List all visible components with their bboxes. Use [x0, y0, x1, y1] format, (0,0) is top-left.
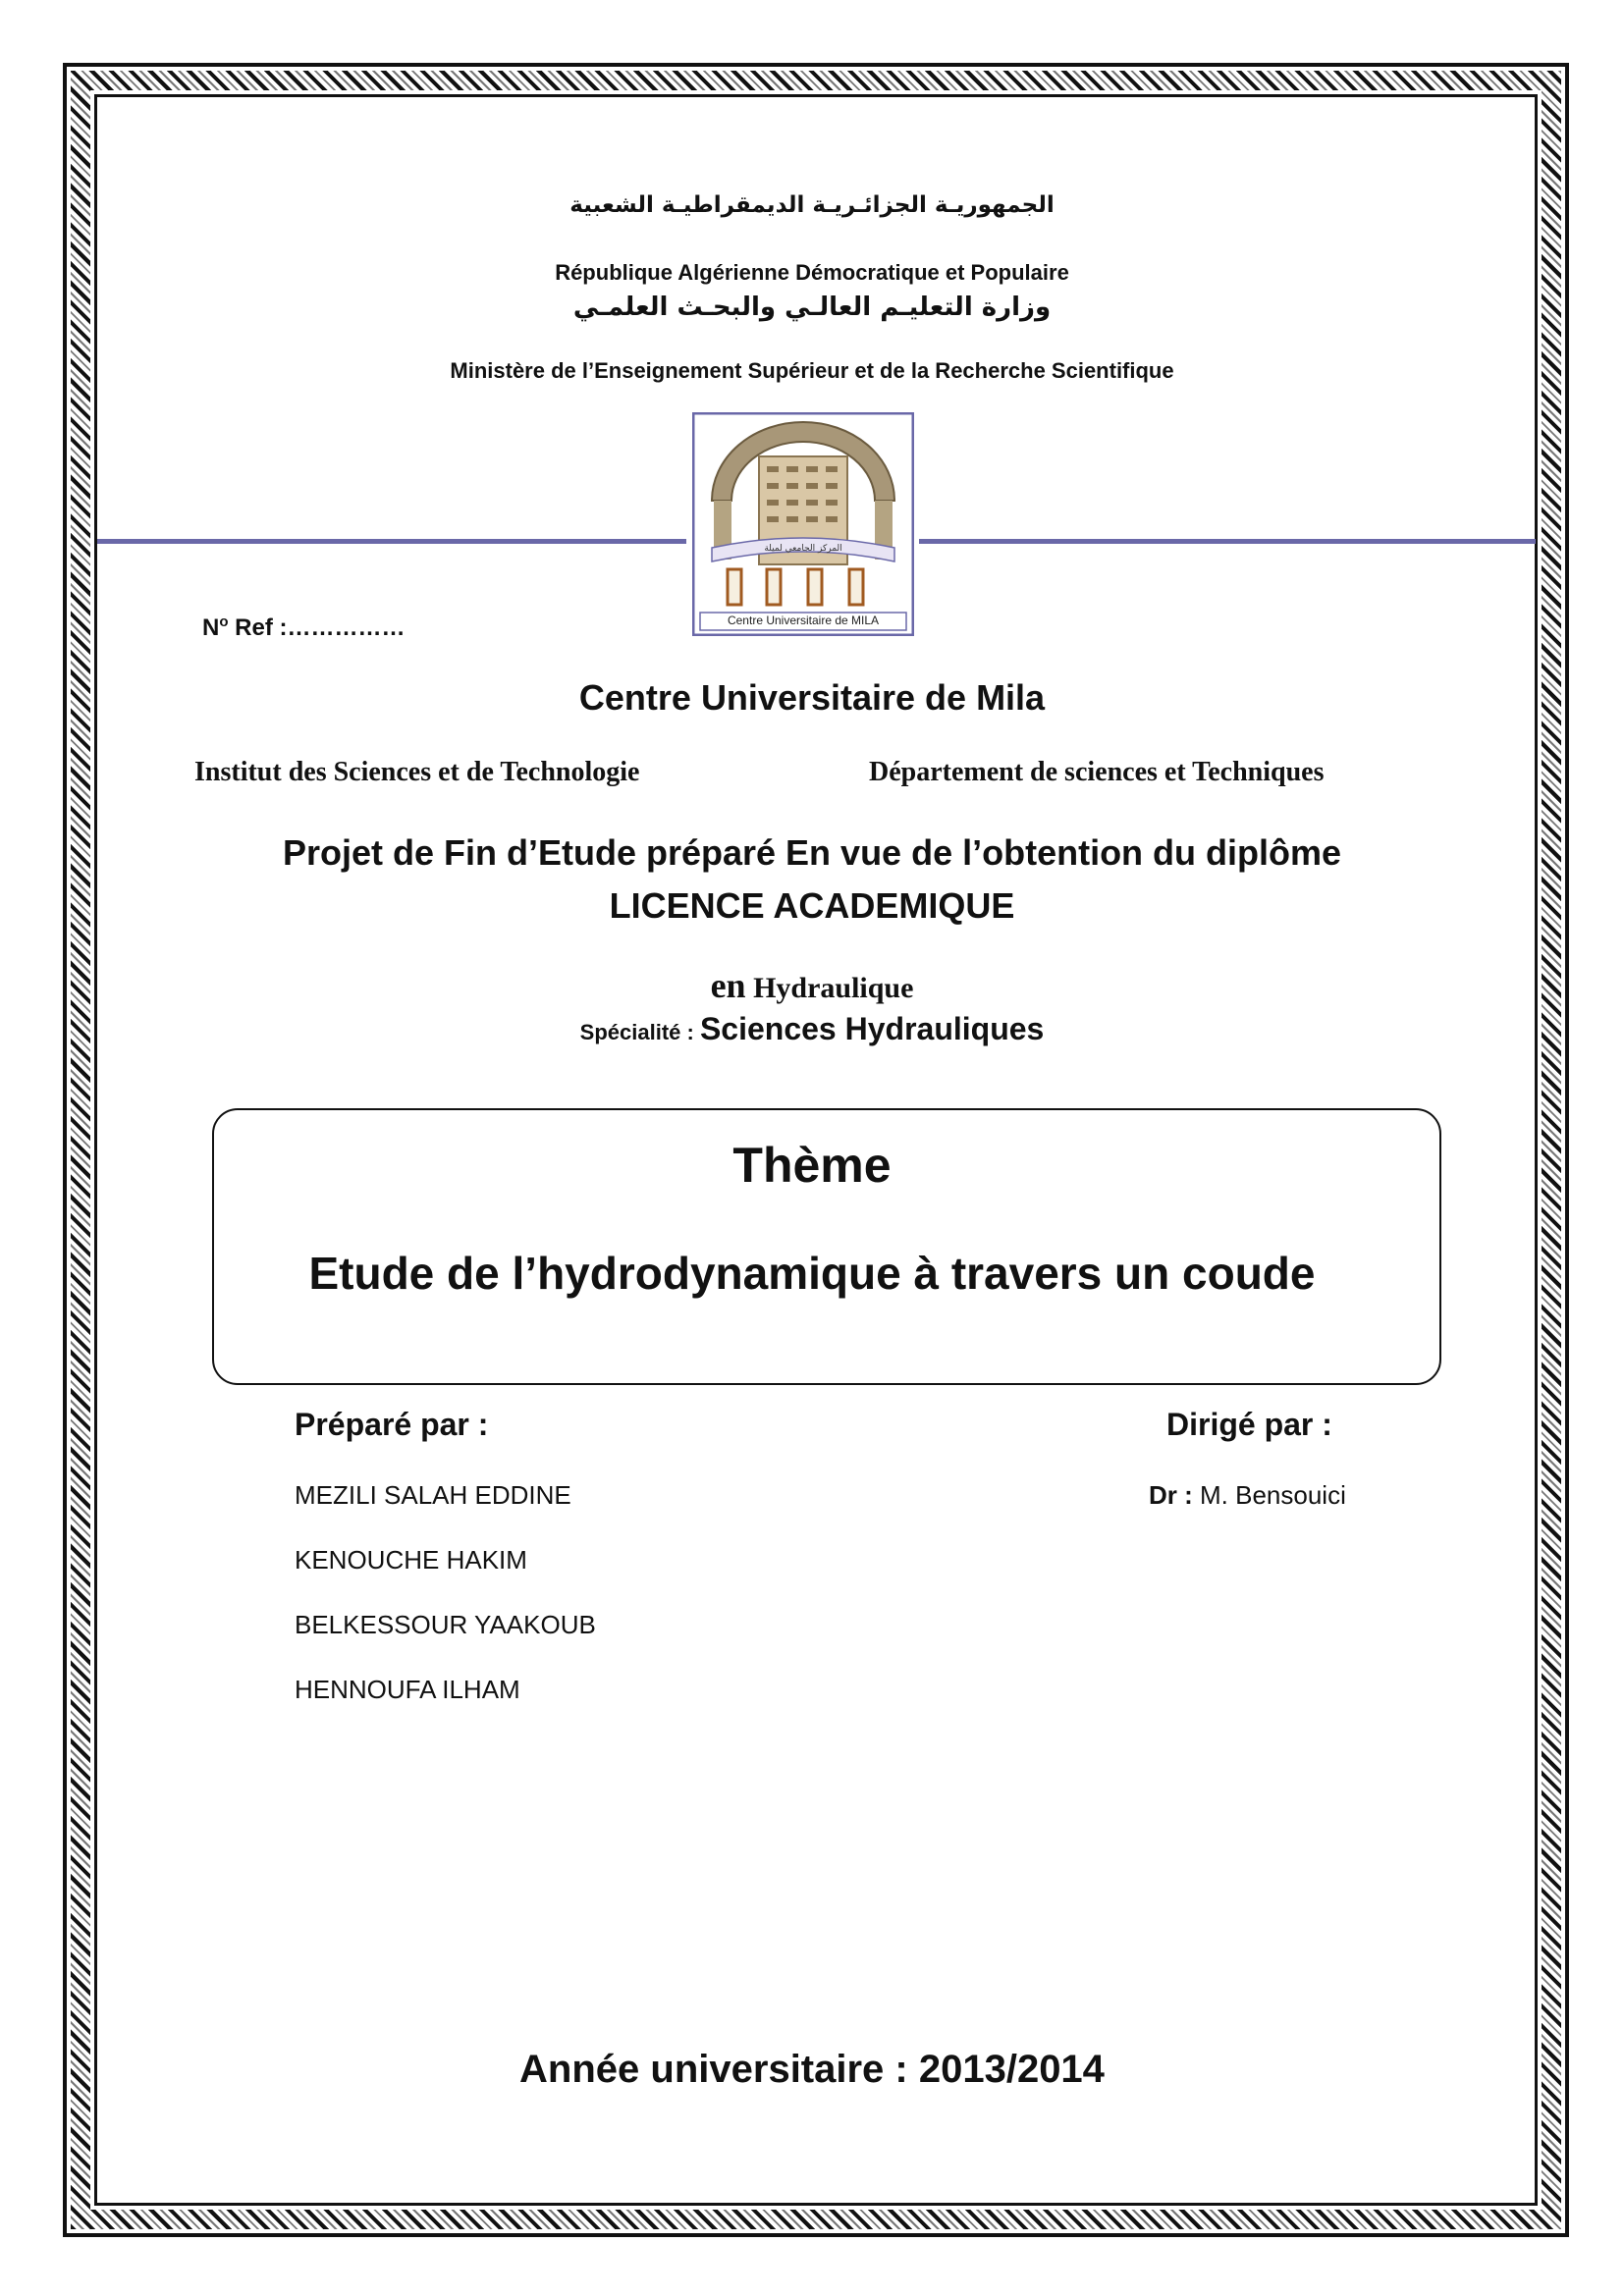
university-logo	[692, 412, 914, 636]
field-line: en Hydraulique	[710, 966, 914, 1005]
directed-by-label: Dirigé par :	[1166, 1407, 1332, 1442]
academic-year: Année universitaire : 2013/2014	[519, 2048, 1105, 2091]
department-name: Département de sciences et Techniques	[869, 757, 1325, 787]
project-line: Projet de Fin d’Etude préparé En vue de l’obtention du diplôme	[282, 832, 1342, 873]
reference-number: $N^o$ Ref :……………	[202, 614, 406, 641]
arabic-republic-title: الجمهوريـة الجزائـريـة الديمقراطيـة الشعبية	[569, 192, 1055, 218]
logo-caption: Centre Universitaire de MILA	[727, 614, 880, 627]
specialty-line: Spécialité : Sciences Hydrauliques	[579, 1011, 1045, 1046]
header-rule-left	[97, 539, 686, 544]
theme-title: Etude de l’hydrodynamique à travers un coude	[308, 1248, 1316, 1299]
theme-label: Thème	[732, 1138, 892, 1193]
diploma-name: LICENCE ACADEMIQUE	[609, 885, 1015, 926]
header-rule-right	[919, 539, 1536, 544]
student-name: MEZILI SALAH EDDINE	[295, 1480, 571, 1510]
student-name: BELKESSOUR YAAKOUB	[295, 1610, 596, 1639]
arabic-ministry-title: وزارة التعليـم العالـي والبحـث العلمـي	[572, 293, 1052, 322]
republic-title-fr: République Algérienne Démocratique et Populaire	[555, 260, 1069, 285]
supervisor: Dr : M. Bensouici	[1149, 1480, 1346, 1510]
institute-name: Institut des Sciences et de Technologie	[194, 757, 640, 787]
institution-name: Centre Universitaire de Mila	[578, 677, 1046, 718]
prepared-by-label: Préparé par :	[295, 1407, 489, 1442]
logo-arabic-banner: المركز الجامعي لميلة	[764, 544, 842, 554]
student-name: KENOUCHE HAKIM	[295, 1545, 527, 1575]
student-name: HENNOUFA ILHAM	[295, 1675, 520, 1704]
ministry-title-fr: Ministère de l’Enseignement Supérieur et de la Recherche Scientifique	[450, 358, 1174, 383]
